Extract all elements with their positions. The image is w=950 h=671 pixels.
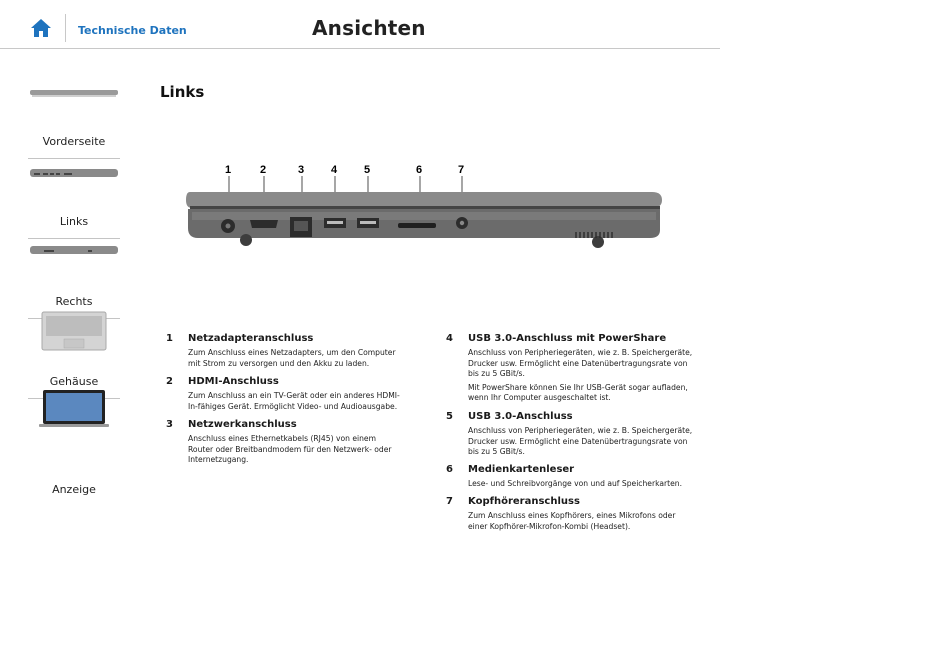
port-title: HDMI-Anschluss [188,376,279,387]
sidebar-item-label: Rechts [55,295,93,308]
header-bar [0,0,720,49]
callout-5: 5 [364,164,371,176]
laptop-front-thumbnail [28,88,120,100]
callout-6: 6 [416,164,423,176]
sidebar-item-vorderseite[interactable] [28,80,120,159]
port-title: Kopfhöreranschluss [468,496,580,507]
header-divider [65,14,66,42]
port-description: Zum Anschluss an ein TV-Gerät oder ein anderes HDMI- In-fähiges Gerät. Ermöglicht Video- und Audioausgabe. [188,391,400,411]
callout-3: 3 [298,164,305,176]
port-number: 4 [446,333,453,344]
port-title: Netzwerkanschluss [188,419,297,430]
port-number: 2 [166,376,173,387]
port-title: USB 3.0-Anschluss [468,411,573,422]
port-description: Anschluss von Peripheriegeräten, wie z. B. Speichergeräte, Drucker usw. Ermöglicht eine Datenübertragungsrate von bis zu 5 GBit/s. [468,426,693,456]
home-icon[interactable] [30,18,52,38]
port-description: Anschluss eines Ethernetkabels (RJ45) von einem Router oder Breitbandmodem für den Netzwerk- oder Internetzugang. [188,434,392,464]
port-description: Zum Anschluss eines Netzadapters, um den Computer mit Strom zu versorgen und den Akku zu laden. [188,348,396,368]
laptop-display-thumbnail [28,388,120,428]
sidebar-item-label: Anzeige [52,483,96,496]
port-number: 5 [446,411,453,422]
port-title: Netzadapteranschluss [188,333,314,344]
sidebar-item-anzeige[interactable] [28,378,120,496]
callout-7: 7 [458,164,465,176]
port-description: Zum Anschluss eines Kopfhörers, eines Mikrofons oder einer Kopfhörer-Mikrofon-Kombi (Headset). [468,511,676,531]
callout-4: 4 [331,164,338,176]
port-title: Medienkartenleser [468,464,575,475]
port-number: 6 [446,464,453,475]
sidebar-item-label: Links [59,215,89,228]
sidebar-item-rechts[interactable] [28,240,120,319]
port-description: Lese- und Schreibvorgänge von und auf Speicherkarten. [468,479,682,488]
callout-2: 2 [260,164,267,176]
laptop-base-thumbnail [28,311,120,351]
sidebar-item-label: Vorderseite [42,135,106,148]
laptop-left-thumbnail [28,168,120,180]
callout-1: 1 [225,164,232,176]
page-title: Ansichten [312,16,426,40]
section-title: Links [160,83,205,101]
sidebar-item-links[interactable] [28,160,120,239]
port-number: 1 [166,333,173,344]
laptop-left-side-illustration [180,160,670,260]
sidebar-item-label: Gehäuse [49,375,99,388]
port-number: 3 [166,419,173,430]
laptop-right-thumbnail [28,245,120,257]
breadcrumb-link[interactable]: Technische Daten [78,24,187,37]
port-number: 7 [446,496,453,507]
port-title: USB 3.0-Anschluss mit PowerShare [468,333,667,344]
port-description: Anschluss von Peripheriegeräten, wie z. B. Speichergeräte, Drucker usw. Ermöglicht eine Datenübertragungsrate von bis zu 5 GBit/s. Mit PowerShare können Sie Ihr USB-Gerät sogar aufladen, wenn Ihr Computer ausgeschaltet ist. [468,348,693,402]
